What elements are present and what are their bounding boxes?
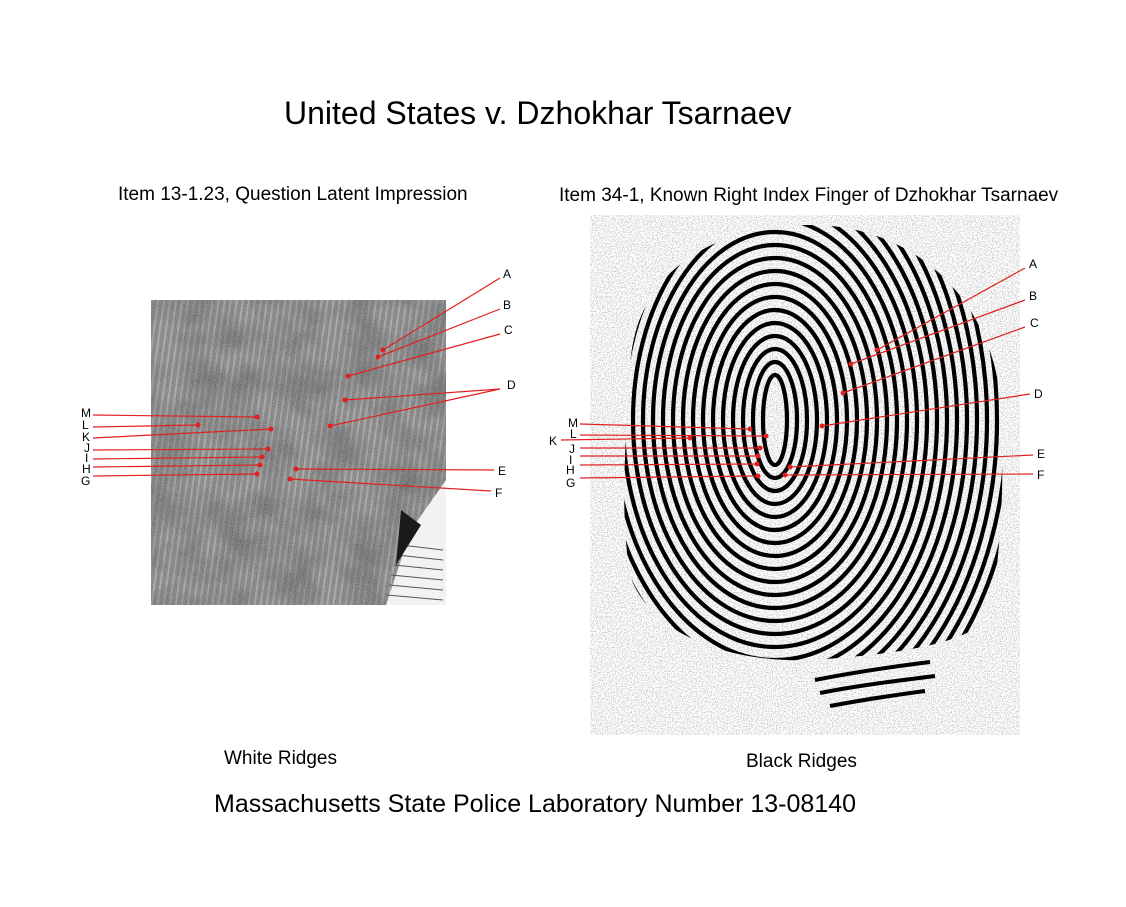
right-marker-k: K	[549, 434, 558, 448]
known-print-image	[590, 215, 1020, 735]
left-marker-f: F	[495, 486, 503, 500]
right-marker-a: A	[1029, 257, 1038, 271]
right-marker-e: E	[1037, 447, 1046, 461]
left-marker-h: H	[82, 462, 91, 476]
right-marker-d: D	[1034, 387, 1043, 401]
left-marker-i: I	[85, 451, 89, 465]
right-marker-h: H	[566, 463, 575, 477]
left-marker-a: A	[503, 267, 512, 281]
left-marker-j: J	[84, 441, 90, 455]
latent-impression-heading: Item 13-1.23, Question Latent Impression	[118, 184, 468, 205]
known-print-heading: Item 34-1, Known Right Index Finger of Dzhokhar Tsarnaev	[559, 185, 1059, 206]
latent-impression-image	[151, 300, 446, 605]
right-marker-m: M	[568, 416, 578, 430]
right-marker-j: J	[569, 442, 575, 456]
right-marker-g: G	[566, 476, 576, 490]
left-marker-l: L	[82, 418, 89, 432]
left-marker-c: C	[504, 323, 513, 337]
right-marker-c: C	[1030, 316, 1039, 330]
left-marker-g: G	[81, 474, 91, 488]
latent-caption: White Ridges	[224, 748, 337, 769]
left-marker-d: D	[507, 378, 516, 392]
right-marker-b: B	[1029, 289, 1038, 303]
known-caption: Black Ridges	[746, 751, 857, 772]
left-marker-m: M	[81, 406, 91, 420]
right-marker-f: F	[1037, 468, 1045, 482]
right-marker-l: L	[570, 427, 577, 441]
lab-number-footer: Massachusetts State Police Laboratory Number 13-08140	[214, 790, 857, 818]
left-marker-b: B	[503, 298, 512, 312]
right-marker-i: I	[569, 453, 573, 467]
left-marker-k: K	[82, 430, 91, 444]
left-marker-e: E	[498, 464, 507, 478]
page-title: United States v. Dzhokhar Tsarnaev	[284, 95, 792, 131]
